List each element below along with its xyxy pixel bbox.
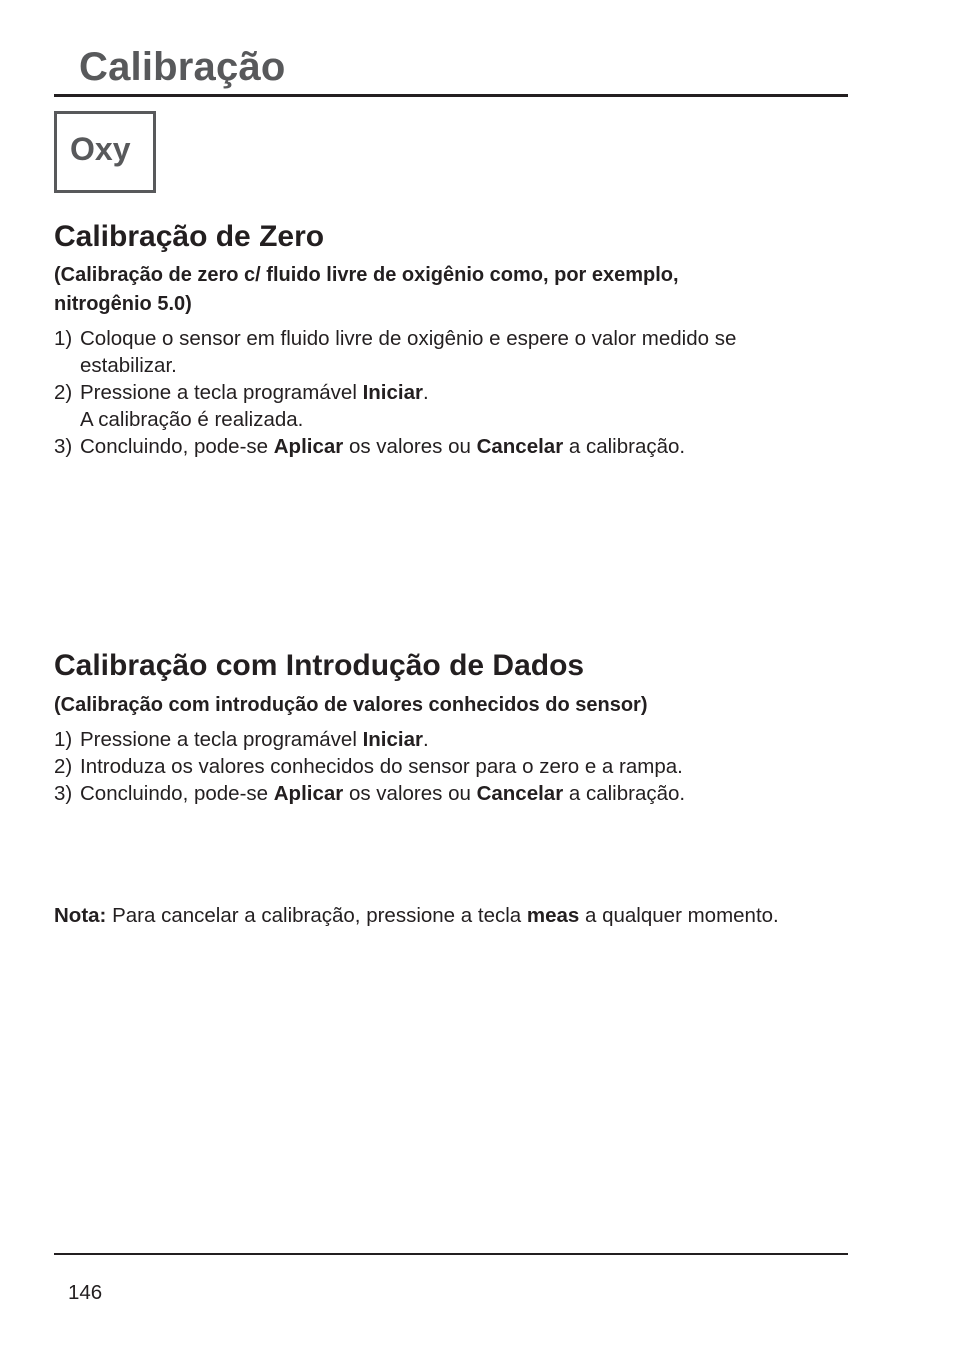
step-text-segment: a calibração. — [563, 435, 686, 458]
step-text: estabilizar. — [80, 354, 177, 377]
section-zero-calibration-subtitle — [54, 261, 814, 319]
step-item — [54, 753, 854, 780]
step-text-segment: . — [422, 381, 429, 404]
step-text-segment: . — [422, 728, 429, 751]
page-title: Calibração — [79, 45, 286, 89]
step-text: Introduza os valores conhecidos do sensor para o zero e a rampa. — [80, 755, 683, 778]
step-text — [80, 433, 854, 460]
step-text: Coloque o sensor em fluido livre de oxigênio e espere o valor medido se — [80, 327, 737, 350]
page-number: 146 — [68, 1281, 103, 1304]
footer-divider — [54, 1253, 848, 1255]
step-item — [54, 780, 854, 807]
step-item — [54, 726, 854, 753]
step-number: 2) — [54, 755, 73, 778]
step-text-segment: Pressione a tecla programável — [80, 728, 363, 751]
step-number: 2) — [54, 381, 73, 404]
oxy-badge — [54, 111, 156, 193]
section-data-entry-calibration-title: Calibração com Introdução de Dados — [54, 649, 585, 682]
step-number: 3) — [54, 782, 73, 805]
step-text — [80, 780, 854, 807]
key-meas: meas — [526, 904, 580, 927]
note-text-segment: a qualquer momento. — [579, 904, 779, 927]
step-text-segment: Concluindo, pode-se — [80, 782, 274, 805]
subtitle-line: (Calibração de zero c/ fluido livre de oxigênio como, por exemplo, — [54, 264, 679, 286]
softkey-aplicar: Aplicar — [273, 782, 344, 805]
softkey-cancelar: Cancelar — [476, 782, 564, 805]
step-text: A calibração é realizada. — [80, 408, 304, 431]
softkey-iniciar: Iniciar — [362, 381, 423, 404]
data-entry-calibration-steps — [54, 726, 854, 807]
zero-calibration-steps — [54, 325, 854, 460]
step-text — [80, 379, 854, 406]
step-item — [54, 433, 854, 460]
step-text-segment: a calibração. — [563, 782, 686, 805]
step-text-segment: Concluindo, pode-se — [80, 435, 274, 458]
step-item — [54, 325, 854, 379]
step-text — [80, 726, 854, 753]
note-label: Nota: — [54, 904, 107, 927]
oxy-badge-label: Oxy — [70, 131, 131, 167]
title-divider — [54, 94, 848, 97]
step-number: 1) — [54, 327, 73, 350]
step-number: 1) — [54, 728, 73, 751]
section-data-entry-calibration-subtitle: (Calibração com introdução de valores conhecidos do sensor) — [54, 694, 648, 716]
softkey-iniciar: Iniciar — [362, 728, 423, 751]
note-text-segment: Para cancelar a calibração, pressione a tecla — [106, 904, 527, 927]
step-item — [54, 379, 854, 433]
subtitle-line: nitrogênio 5.0) — [54, 293, 192, 315]
softkey-aplicar: Aplicar — [273, 435, 344, 458]
note — [54, 902, 779, 929]
section-zero-calibration-title: Calibração de Zero — [54, 220, 325, 253]
step-text-segment: os valores ou — [343, 435, 477, 458]
softkey-cancelar: Cancelar — [476, 435, 564, 458]
step-text-segment: os valores ou — [343, 782, 477, 805]
step-number: 3) — [54, 435, 73, 458]
step-text-segment: Pressione a tecla programável — [80, 381, 363, 404]
